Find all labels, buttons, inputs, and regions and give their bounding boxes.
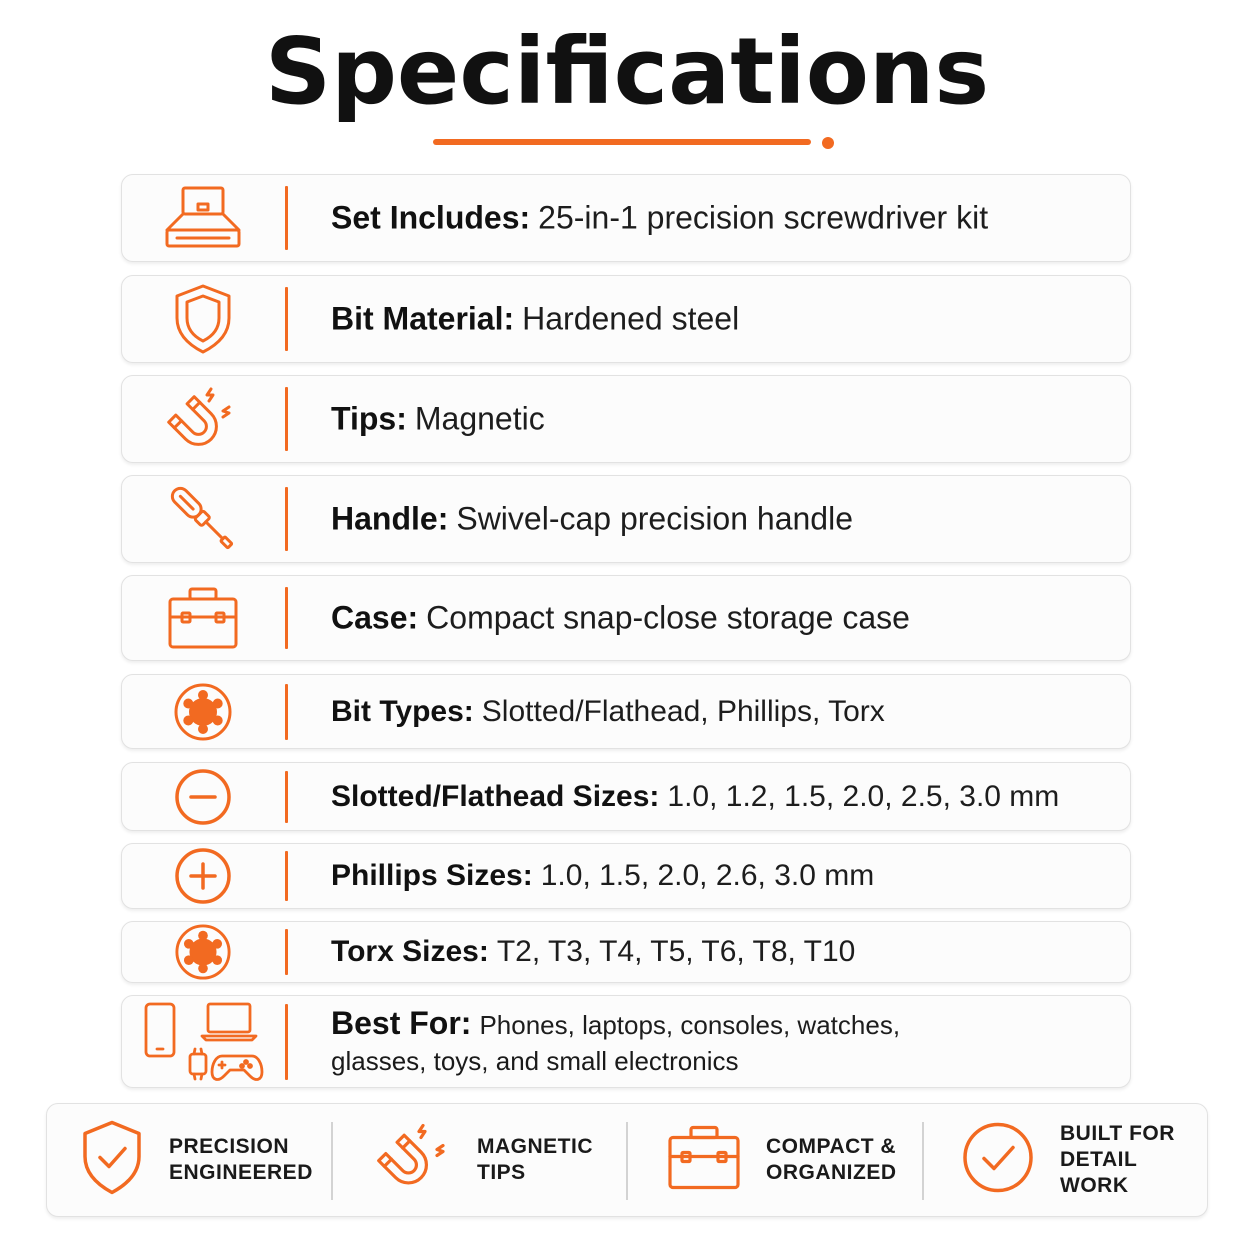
feature-line1: BUILT FOR — [1060, 1122, 1175, 1145]
spec-row-bit-types — [121, 674, 1131, 749]
feature-line2: ENGINEERED — [169, 1161, 313, 1184]
feature-line2: DETAIL WORK — [1060, 1148, 1137, 1197]
spec-row-best-for — [121, 995, 1131, 1088]
spec-value: Swivel-cap precision handle — [456, 500, 853, 537]
feature-line1: MAGNETIC — [477, 1135, 593, 1158]
toolbox-icon — [162, 582, 244, 654]
spec-row-handle — [121, 475, 1131, 563]
torx-star-icon — [162, 676, 244, 748]
spec-value: 25-in-1 precision screwdriver kit — [538, 199, 989, 236]
open-case-icon — [162, 182, 244, 254]
slotted-head-icon — [162, 761, 244, 833]
check-circle-icon — [962, 1122, 1034, 1199]
spec-value: 1.0, 1.2, 1.5, 2.0, 2.5, 3.0 mm — [667, 779, 1060, 813]
feature-built-for-detail-work — [924, 1104, 1207, 1216]
spec-label: Torx Sizes: — [331, 934, 489, 968]
spec-label: Bit Types: — [331, 694, 474, 728]
shield-check-icon — [81, 1121, 143, 1200]
row-divider — [285, 186, 288, 250]
spec-row-tips — [121, 375, 1131, 463]
title-underline — [433, 139, 811, 145]
feature-line2: ORGANIZED — [766, 1161, 897, 1184]
spec-label: Phillips Sizes: — [331, 858, 533, 892]
devices-icon — [140, 1000, 264, 1084]
spec-row-torx-sizes — [121, 921, 1131, 983]
spec-value: Compact snap-close storage case — [426, 599, 910, 636]
row-divider — [285, 929, 288, 975]
row-divider — [285, 387, 288, 451]
row-divider — [285, 771, 288, 823]
spec-label: Case: — [331, 599, 419, 636]
spec-label: Bit Material: — [331, 300, 515, 337]
torx-head-icon — [162, 916, 244, 988]
feature-compact-organized — [628, 1104, 922, 1216]
feature-line1: COMPACT & — [766, 1135, 897, 1158]
phillips-head-icon — [162, 840, 244, 912]
row-divider — [285, 487, 288, 551]
page-title: Specifications — [264, 18, 990, 125]
feature-line1: PRECISION — [169, 1135, 290, 1158]
spec-value: Slotted/Flathead, Phillips, Torx — [481, 694, 885, 728]
spec-value: 1.0, 1.5, 2.0, 2.6, 3.0 mm — [540, 858, 875, 892]
spec-label: Best For: — [331, 1004, 472, 1041]
feature-precision-engineered — [47, 1104, 332, 1216]
row-divider — [285, 287, 288, 351]
shield-icon — [162, 283, 244, 355]
spec-row-case — [121, 575, 1131, 661]
row-divider — [285, 1004, 288, 1080]
row-divider — [285, 851, 288, 901]
spec-value-line1: Phones, laptops, consoles, watches, — [479, 1009, 901, 1040]
spec-value-line2: glasses, toys, and small electronics — [331, 1045, 739, 1076]
spec-row-set-includes — [121, 174, 1131, 262]
magnet-icon — [377, 1122, 451, 1199]
row-divider — [285, 684, 288, 740]
feature-line2: TIPS — [477, 1161, 526, 1184]
magnet-icon — [162, 383, 244, 455]
spec-label: Handle: — [331, 500, 449, 537]
screwdriver-icon — [162, 483, 244, 555]
spec-value: Hardened steel — [522, 300, 740, 337]
spec-row-bit-material — [121, 275, 1131, 363]
toolbox-icon — [668, 1126, 740, 1195]
spec-label: Set Includes: — [331, 199, 531, 236]
spec-label: Tips: — [331, 400, 407, 437]
spec-row-slotted-sizes — [121, 762, 1131, 831]
feature-magnetic-tips — [333, 1104, 627, 1216]
feature-strip — [46, 1103, 1208, 1217]
spec-row-phillips-sizes — [121, 843, 1131, 909]
spec-value: Magnetic — [414, 400, 545, 437]
title-underline-dot — [822, 137, 834, 149]
spec-value: T2, T3, T4, T5, T6, T8, T10 — [496, 934, 856, 968]
spec-label: Slotted/Flathead Sizes: — [331, 779, 660, 813]
row-divider — [285, 587, 288, 649]
